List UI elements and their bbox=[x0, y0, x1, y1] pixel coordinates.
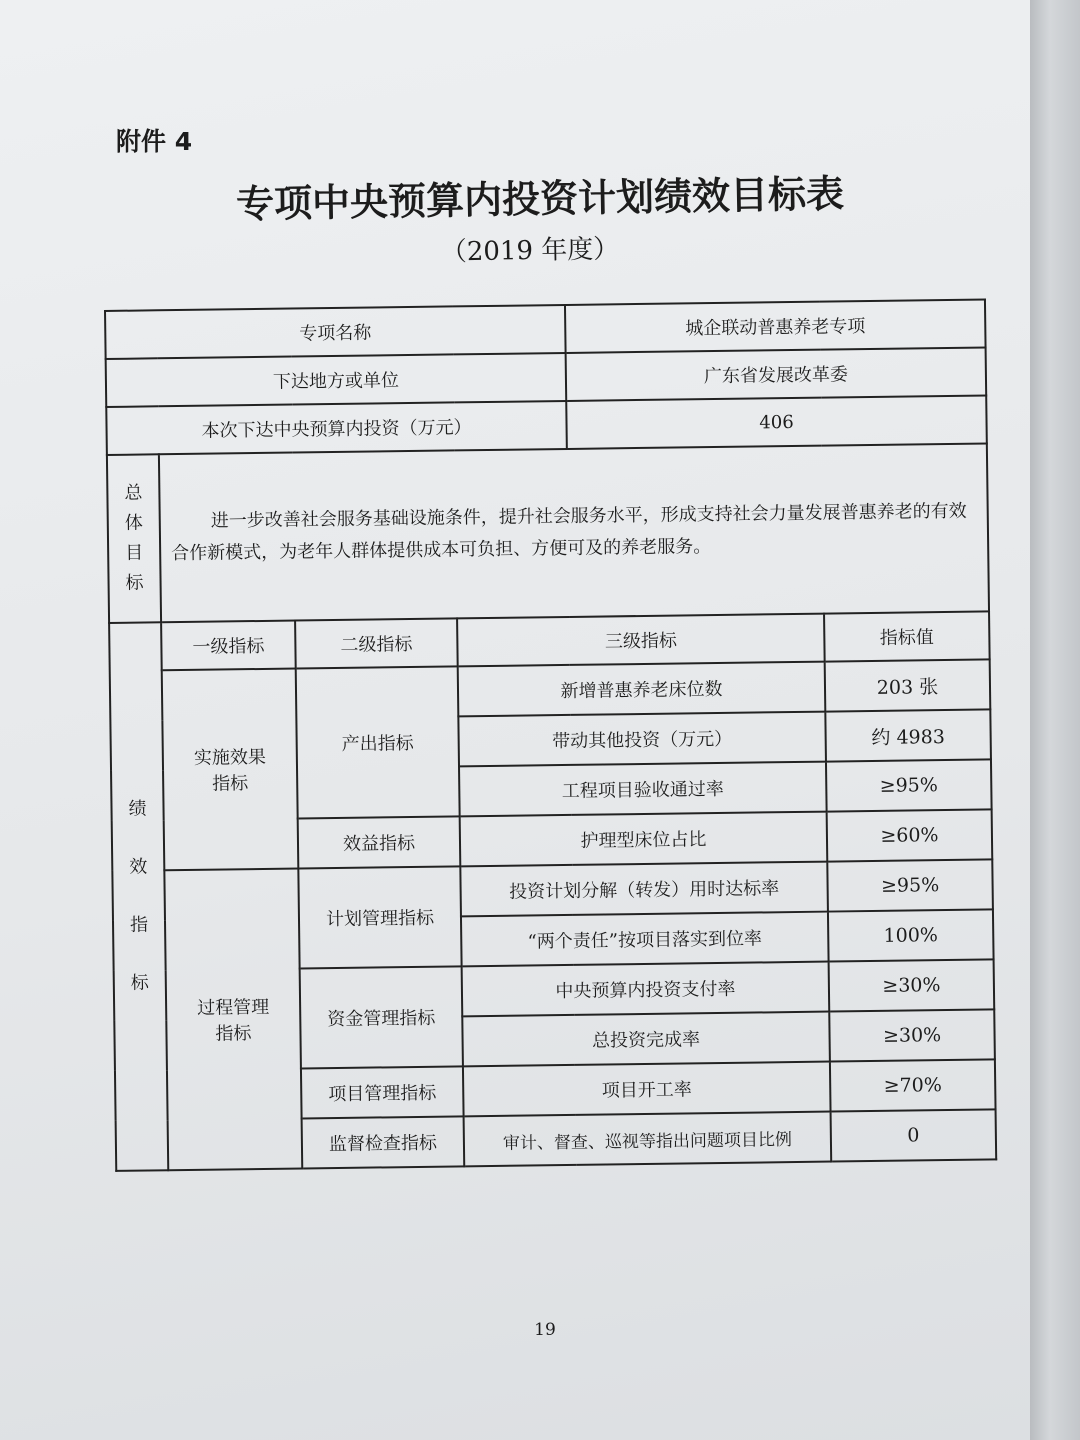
level2-fund: 资金管理指标 bbox=[300, 966, 463, 1068]
level3-item: 项目开工率 bbox=[463, 1062, 831, 1117]
level3-item: 总投资完成率 bbox=[462, 1012, 830, 1067]
level3-item: 审计、督查、巡视等指出问题项目比例 bbox=[464, 1112, 832, 1167]
level2-output: 产出指标 bbox=[296, 666, 460, 818]
level1-process: 过程管理指标 bbox=[164, 869, 302, 1171]
indicator-value: ≥60% bbox=[827, 809, 993, 861]
overall-goal-char: 标 bbox=[125, 572, 144, 594]
overall-goal-char: 目 bbox=[125, 542, 144, 564]
performance-char: 效 bbox=[129, 856, 148, 878]
level2-benefit: 效益指标 bbox=[298, 816, 461, 868]
overall-goal-char: 总 bbox=[124, 482, 143, 504]
header-value: 指标值 bbox=[824, 611, 990, 661]
performance-char: 标 bbox=[130, 972, 149, 994]
indicator-value: ≥95% bbox=[826, 759, 992, 811]
performance-char: 绩 bbox=[128, 798, 147, 820]
indicator-value: 203 张 bbox=[825, 659, 991, 711]
level1-effect: 实施效果指标 bbox=[162, 669, 299, 871]
issuing-unit-label: 下达地方或单位 bbox=[106, 353, 567, 407]
indicator-value: 约 4983 bbox=[825, 709, 991, 761]
header-level1: 一级指标 bbox=[161, 621, 296, 671]
header-level2: 二级指标 bbox=[295, 618, 458, 668]
indicator-value: ≥95% bbox=[827, 859, 993, 911]
overall-goal-text-cell bbox=[159, 443, 989, 622]
level3-item: 护理型床位占比 bbox=[460, 812, 828, 867]
investment-value: 406 bbox=[566, 395, 987, 448]
document-subtitle: （2019 年度） bbox=[440, 234, 620, 268]
indicator-value: 0 bbox=[831, 1109, 997, 1161]
level3-item: 中央预算内投资支付率 bbox=[462, 962, 830, 1017]
performance-target-table bbox=[104, 298, 995, 1171]
level2-plan: 计划管理指标 bbox=[298, 866, 461, 968]
level3-item: 新增普惠养老床位数 bbox=[458, 662, 826, 717]
overall-goal-text: 进一步改善社会服务基础设施条件，提升社会服务水平，形成支持社会力量发展普惠养老的有效合作新模式，为老年人群体提供成本可负担、方便可及的养老服务。 bbox=[171, 500, 967, 565]
indicator-value: 100% bbox=[828, 909, 994, 961]
page-number: 19 bbox=[534, 1320, 556, 1340]
document-title: 专项中央预算内投资计划绩效目标表 bbox=[235, 171, 845, 227]
attachment-label: 附件 4 bbox=[116, 127, 193, 156]
overall-goal-row bbox=[107, 443, 989, 623]
performance-char: 指 bbox=[129, 914, 149, 936]
header-level3: 三级指标 bbox=[457, 614, 825, 667]
indicator-value: ≥30% bbox=[829, 1009, 995, 1061]
overall-goal-char: 体 bbox=[124, 512, 143, 534]
project-name-value: 城企联动普惠养老专项 bbox=[565, 299, 986, 352]
level3-item: 带动其他投资（万元） bbox=[458, 712, 826, 767]
page-edge-shadow bbox=[1030, 0, 1080, 1440]
level2-supervision: 监督检查指标 bbox=[302, 1116, 465, 1168]
issuing-unit-value: 广东省发展改革委 bbox=[566, 347, 987, 400]
performance-label bbox=[109, 622, 168, 1171]
level2-project: 项目管理指标 bbox=[301, 1066, 464, 1118]
level3-item: “两个责任”按项目落实到位率 bbox=[461, 912, 829, 967]
project-name-label: 专项名称 bbox=[105, 305, 566, 359]
indicator-value: ≥30% bbox=[829, 959, 995, 1011]
overall-goal-label bbox=[107, 454, 161, 623]
indicator-value: ≥70% bbox=[830, 1059, 996, 1111]
investment-label: 本次下达中央预算内投资（万元） bbox=[106, 401, 567, 455]
level3-item: 投资计划分解（转发）用时达标率 bbox=[460, 862, 828, 917]
level3-item: 工程项目验收通过率 bbox=[459, 762, 827, 817]
